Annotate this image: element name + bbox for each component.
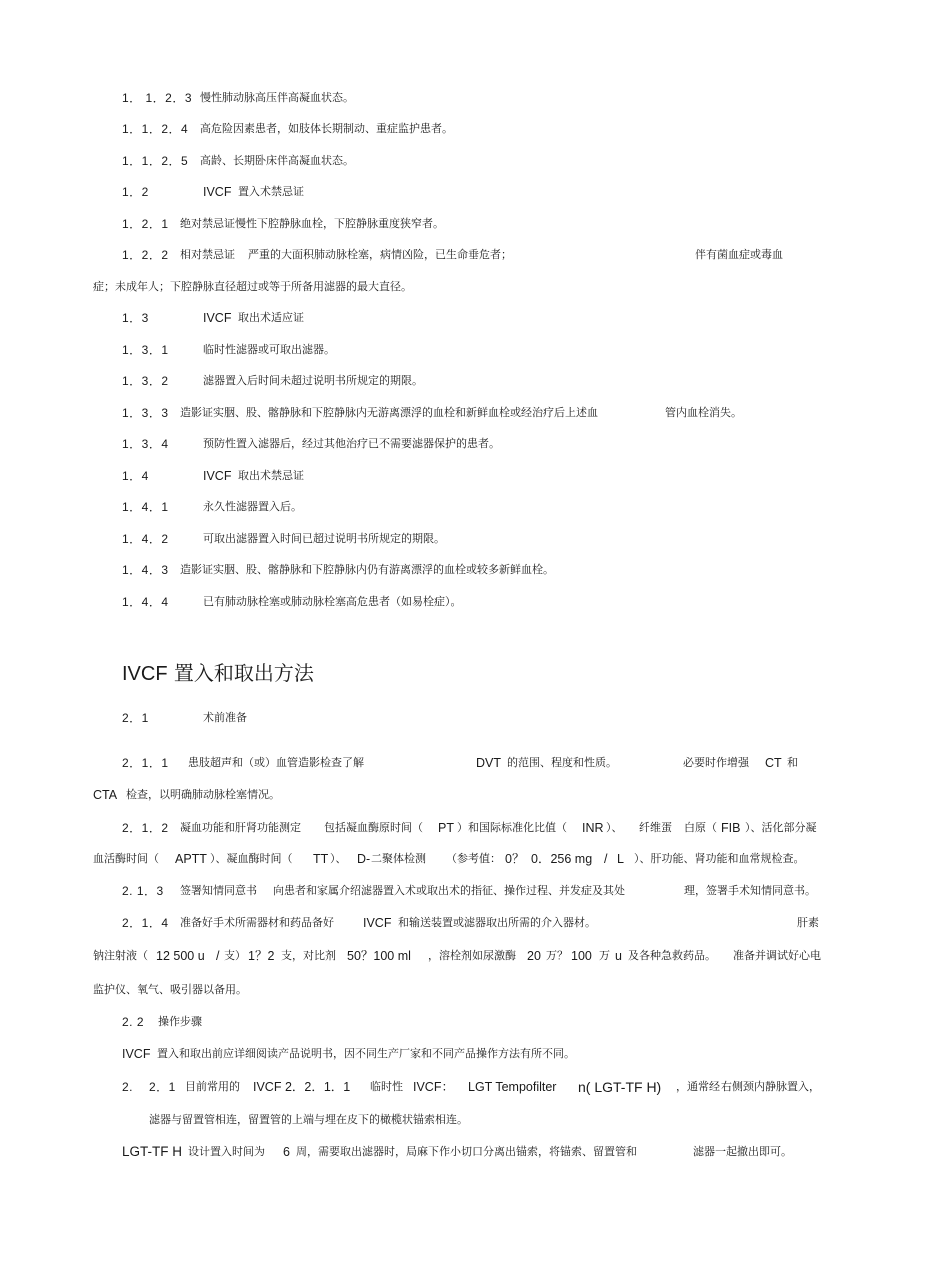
item-text: 高龄、长期卧床伴高凝血状态。: [200, 154, 354, 167]
item-text: 二聚体检测: [371, 852, 426, 865]
item-text: 监护仪、氧气、吸引器以备用。: [93, 983, 247, 996]
item-text: 置入和取出前应详细阅读产品说明书，因不同生产厂家和不同产品操作方法有所不同。: [157, 1047, 575, 1060]
item-text: 设计置入时间为: [188, 1145, 265, 1158]
item-text: 滤器一起撤出即可。: [693, 1145, 792, 1158]
item-text: 伴有菌血症或毒血: [695, 248, 783, 261]
ivcf-term: IVCF: [203, 311, 232, 325]
item-number: 1．1．2．4: [122, 122, 189, 136]
ivcf-term: IVCF 2．2．1．1: [253, 1080, 351, 1094]
cta-term: CTA: [93, 788, 118, 802]
product-code: LGT-TF H: [122, 1144, 182, 1159]
item-text: （参考值：: [446, 852, 501, 865]
ref-unit: /: [604, 852, 608, 866]
aptt-term: APTT: [175, 852, 207, 866]
item-text: 检查，以明确肺动脉栓塞情况。: [126, 788, 280, 801]
item-text: ）、肝功能、肾功能和血常规检查。: [634, 852, 805, 865]
item-text: 慢性肺动脉高压伴高凝血状态。: [200, 91, 354, 104]
item-text: 患肢超声和（或）血管造影检查了解: [188, 756, 364, 769]
item-number: 1．3．2: [122, 374, 169, 388]
item-text: 高危险因素患者，如肢体长期制动、重症监护患者。: [200, 122, 453, 135]
item-text: 临时性滤器或可取出滤器。: [203, 343, 335, 356]
item-text: 和: [787, 756, 798, 769]
ivcf-term: IVCF：: [413, 1080, 454, 1094]
item-number: 2. 1．3: [122, 884, 164, 898]
item-number: 1．4．1: [122, 500, 169, 514]
item-number: 1．4．2: [122, 532, 169, 546]
item-text: 相对禁忌证: [180, 248, 235, 261]
item-text: 目前常用的: [185, 1080, 240, 1093]
tt-term: TT: [313, 852, 329, 866]
item-text: 临时性: [370, 1080, 403, 1093]
item-number: 1．3．1: [122, 343, 169, 357]
item-text: 白原（: [684, 821, 717, 834]
item-text: 签署知情同意书: [180, 884, 257, 897]
item-number: 1．2: [122, 185, 149, 199]
ivcf-term: IVCF: [122, 663, 168, 685]
dose-value: 50？100 ml: [347, 949, 411, 963]
item-text: 理，签署手术知情同意书。: [684, 884, 816, 897]
item-text: 已有肺动脉栓塞或肺动脉栓塞高危患者（如易栓症）。: [203, 595, 462, 608]
item-number: 1．4: [122, 469, 149, 483]
item-number: 1．4．4: [122, 595, 169, 609]
dose-unit: /: [216, 949, 220, 963]
ct-term: CT: [765, 756, 782, 770]
item-text: ，溶栓剂如尿激酶: [428, 949, 516, 962]
ivcf-term: IVCF: [363, 916, 392, 930]
item-number: 2．1．2: [122, 821, 169, 835]
item-text: ）、活化部分凝: [745, 821, 817, 834]
dose-value: 20: [527, 949, 541, 963]
item-number: 1． 1．2．3: [122, 91, 193, 105]
item-number: 1．4．3: [122, 563, 169, 577]
item-number: 1．3．3: [122, 406, 169, 420]
item-text: ，通常经: [676, 1080, 720, 1093]
item-number: 1．3: [122, 311, 149, 325]
item-text: 造影证实胭、股、髂静脉和下腔静脉内无游离漂浮的血栓和新鲜血栓或经治疗后上述血: [180, 406, 598, 419]
item-number: 2．1．4: [122, 916, 169, 930]
item-number: 2. 2: [122, 1015, 145, 1029]
dose-value: 100: [571, 949, 592, 963]
fib-term: FIB: [721, 821, 741, 835]
section-heading: [122, 660, 314, 687]
item-text: 取出术禁忌证: [238, 469, 304, 482]
item-number: 2.: [122, 1080, 134, 1094]
item-number: 1．2．1: [122, 217, 169, 231]
item-text: 万？: [546, 949, 568, 962]
item-text: 操作步骤: [158, 1015, 202, 1028]
dose-unit: u: [615, 949, 622, 963]
item-text: 术前准备: [203, 711, 247, 724]
item-text: 和输送装置或滤器取出所需的介入器材。: [398, 916, 596, 929]
dose-value: 1？2: [248, 949, 275, 963]
item-text: 血活酶时间（: [93, 852, 159, 865]
item-text: 准备并调试好心电: [733, 949, 821, 962]
item-number: 1．2．2: [122, 248, 169, 262]
item-text: 纤维蛋: [639, 821, 672, 834]
item-text: ）、凝血酶时间（: [210, 852, 293, 865]
item-number: 2．1．1: [122, 756, 169, 770]
item-text: 钠注射液（: [93, 949, 148, 962]
item-text: 的范围、程度和性质。: [507, 756, 617, 769]
item-text: 绝对禁忌证慢性下腔静脉血栓，下腔静脉重度狭窄者。: [180, 217, 444, 230]
heading-text: 置入和取出方法: [173, 661, 314, 685]
item-text: 必要时作增强: [683, 756, 749, 769]
ivcf-term: IVCF: [122, 1047, 151, 1061]
item-text: 预防性置入滤器后，经过其他治疗已不需要滤器保护的患者。: [203, 437, 500, 450]
duration-value: 6: [283, 1145, 290, 1159]
item-text: 造影证实胭、股、髂静脉和下腔静脉内仍有游离漂浮的血栓或较多新鲜血栓。: [180, 563, 554, 576]
item-text: 永久性滤器置入后。: [203, 500, 302, 513]
item-number: 1．3．4: [122, 437, 169, 451]
dose-value: 12 500 u: [156, 949, 205, 963]
item-text: 准备好手术所需器材和药品备好: [180, 916, 334, 929]
item-number: 1．1．2．5: [122, 154, 189, 168]
pt-term: PT: [438, 821, 454, 835]
item-text: 及各种急救药品。: [628, 949, 716, 962]
item-text: 向患者和家属介绍滤器置入术或取出术的指征、操作过程、并发症及其处: [273, 884, 625, 897]
item-text: ）、: [606, 821, 623, 834]
ivcf-term: IVCF: [203, 469, 232, 483]
item-text: 支，对比剂: [281, 949, 336, 962]
item-number: 2．1: [122, 711, 149, 725]
ref-value: 0？: [505, 852, 525, 866]
item-text: 滤器置入后时间未超过说明书所规定的期限。: [203, 374, 423, 387]
item-text: 右侧颈内静脉置入，: [721, 1080, 820, 1093]
item-text: 症；未成年人；下腔静脉直径超过或等于所备用滤器的最大直径。: [93, 280, 412, 293]
item-text: 周，需要取出滤器时，局麻下作小切口分离出锚索，将锚索、留置管和: [296, 1145, 637, 1158]
item-text: 可取出滤器置入时间已超过说明书所规定的期限。: [203, 532, 445, 545]
item-text: ）、: [330, 852, 347, 865]
item-text: 包括凝血酶原时间（: [324, 821, 423, 834]
item-text: 置入术禁忌证: [238, 185, 304, 198]
item-text: 肝素: [797, 916, 819, 929]
inr-term: INR: [582, 821, 604, 835]
product-code: n( LGT-TF H): [578, 1079, 662, 1095]
item-text: 万: [599, 949, 610, 962]
item-text: 严重的大面积肺动脉栓塞，病情凶险，已生命垂危者；: [248, 248, 512, 261]
item-text: 支）: [224, 949, 246, 962]
item-text: ）和国际标准化比值（: [457, 821, 567, 834]
ivcf-term: IVCF: [203, 185, 232, 199]
item-text: 取出术适应证: [238, 311, 304, 324]
d-dimer-term: D-: [357, 852, 371, 866]
item-text: 管内血栓消失。: [665, 406, 742, 419]
ref-value: 0．256 mg: [531, 852, 593, 866]
item-number: 2．1: [149, 1080, 176, 1094]
item-text: 凝血功能和肝肾功能测定: [180, 821, 301, 834]
ref-unit: L: [617, 852, 624, 866]
dvt-term: DVT: [476, 756, 501, 770]
product-name: LGT Tempofilter: [468, 1080, 557, 1094]
item-text: 滤器与留置管相连，留置管的上端与埋在皮下的橄榄状锚索相连。: [149, 1113, 468, 1126]
